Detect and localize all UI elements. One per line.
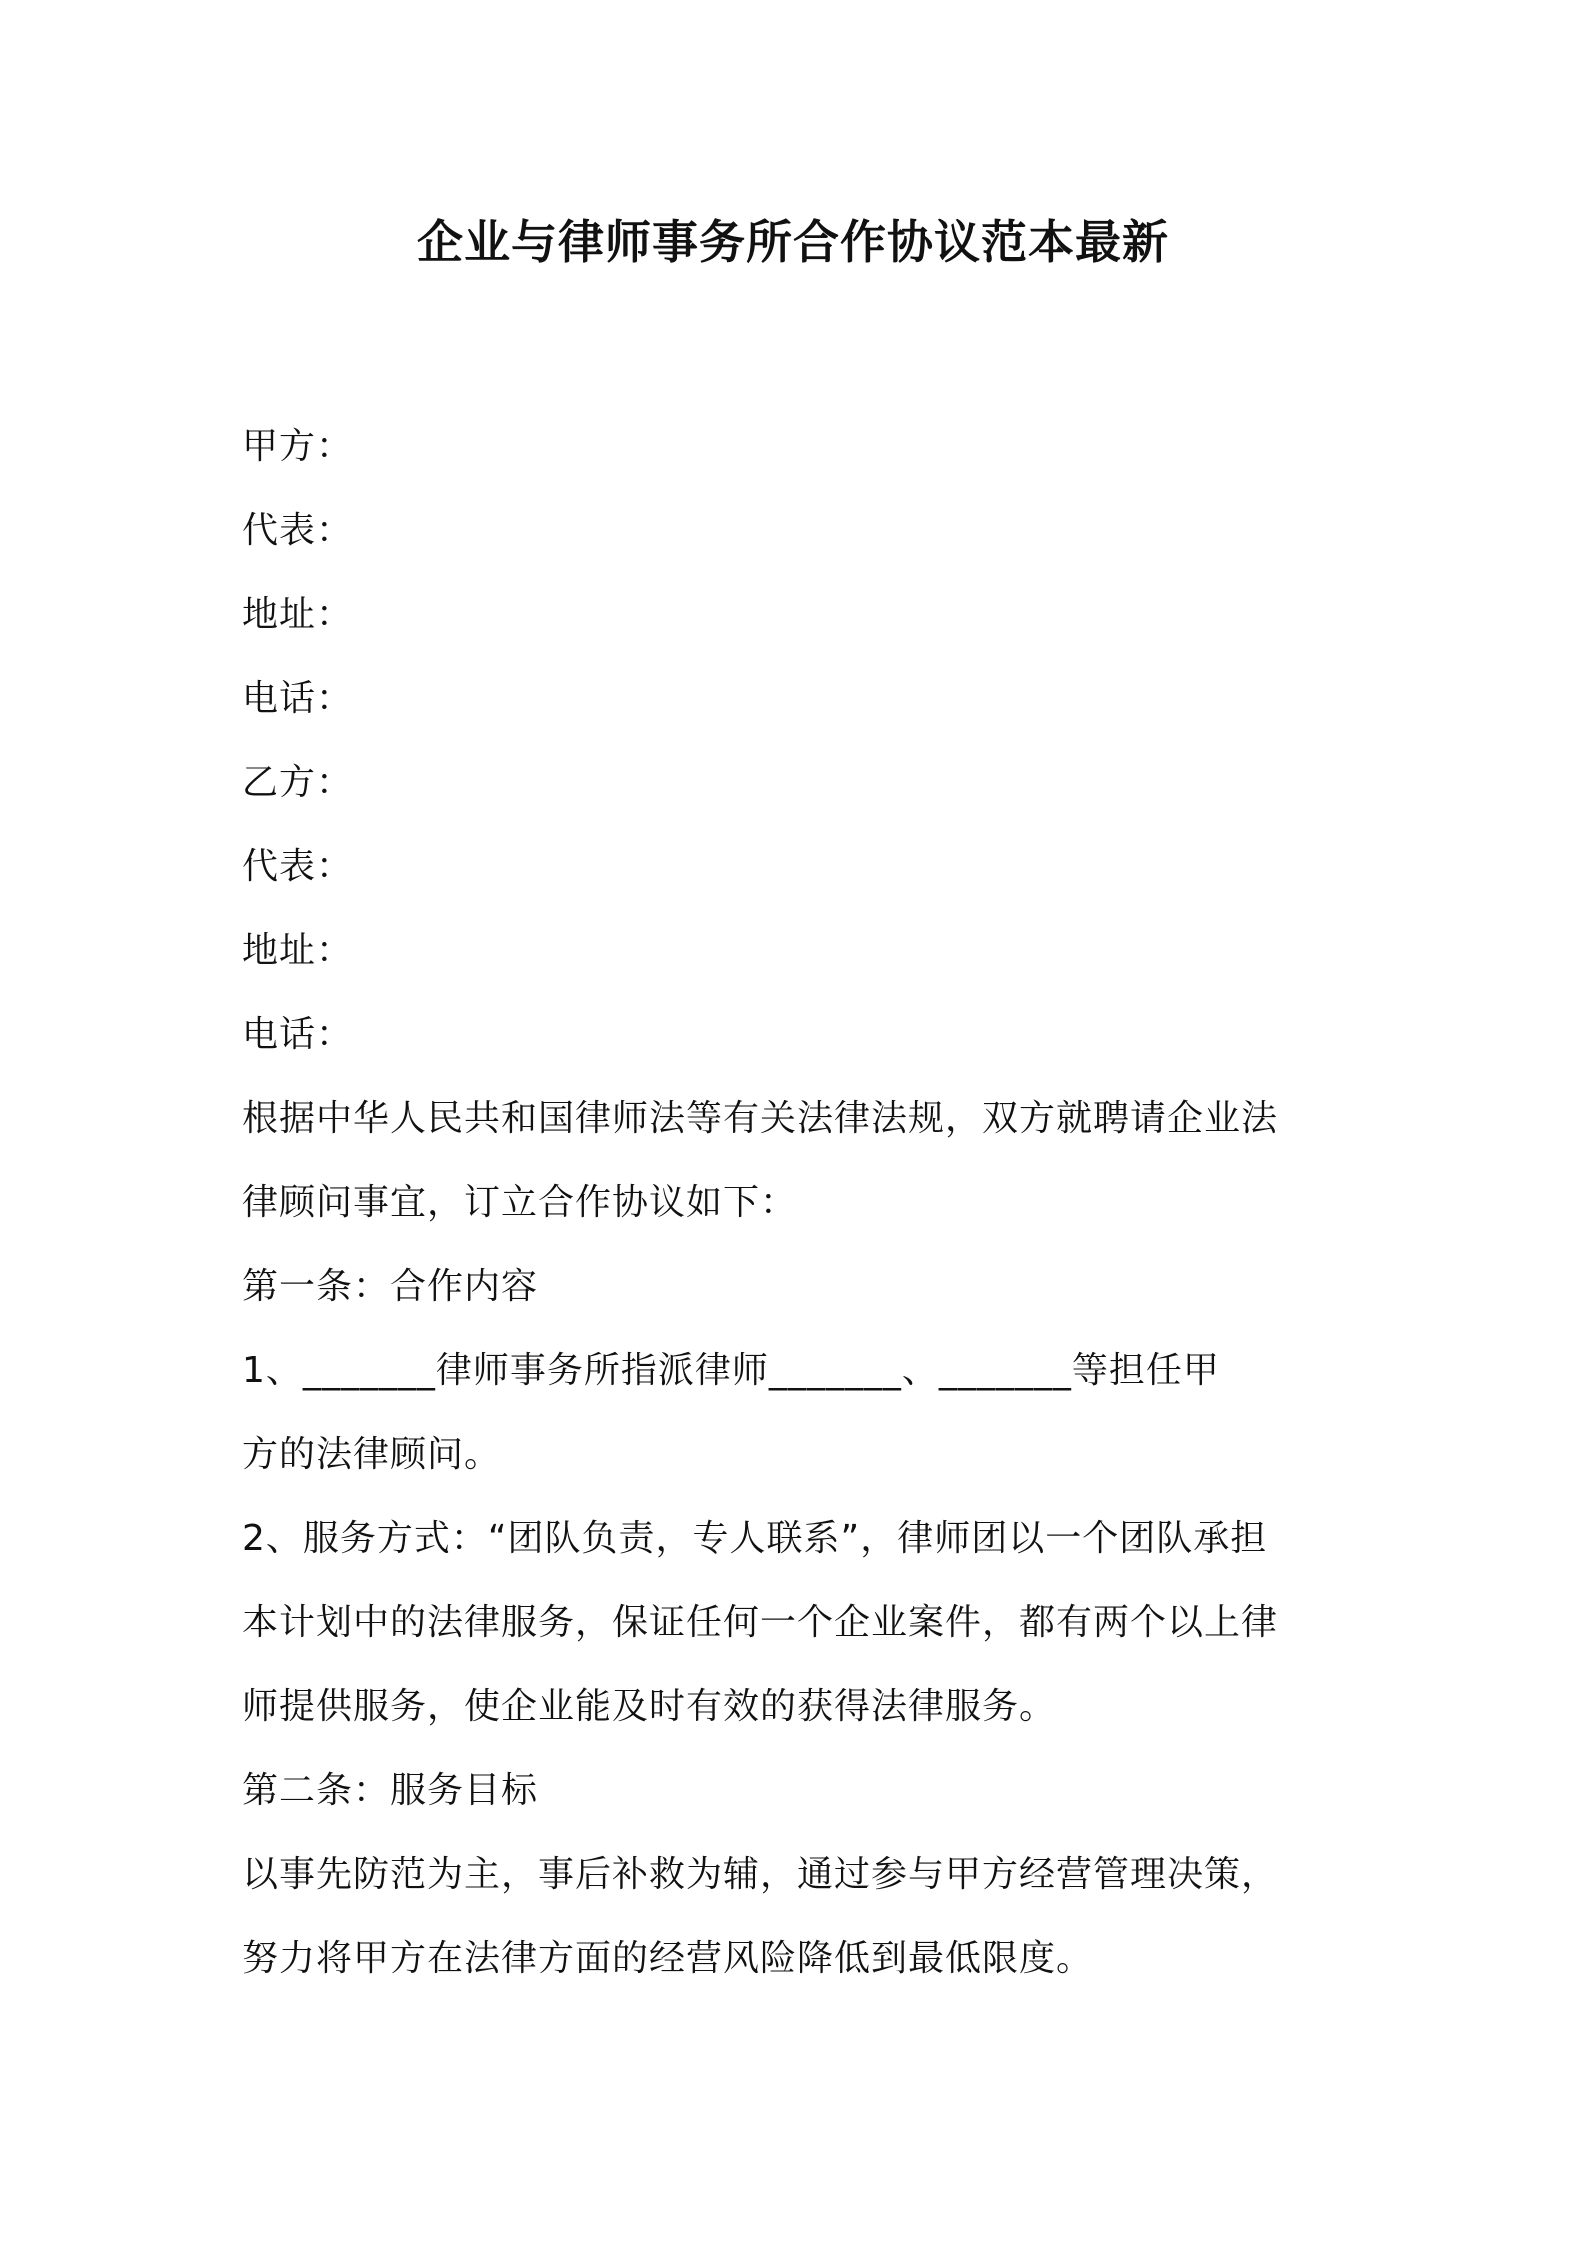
- article-two-body-line-2: 努力将甲方在法律方面的经营风险降低到最低限度。: [242, 1938, 1094, 1979]
- article-two-heading: 第二条：服务目标: [242, 1770, 539, 1811]
- preamble-line-2: 律顾问事宜，订立合作协议如下：: [242, 1182, 798, 1223]
- preamble-line-1: 根据中华人民共和国律师法等有关法律法规，双方就聘请企业法: [242, 1098, 1279, 1139]
- party-a-representative-label: 代表：: [242, 510, 354, 551]
- party-b-address-label: 地址：: [242, 930, 354, 971]
- article-one-item-1-line-2: 方的法律顾问。: [242, 1434, 502, 1475]
- party-b-phone-label: 电话：: [242, 1014, 354, 1055]
- article-one-item-1-line-1: 1、_______律师事务所指派律师_______、_______等担任甲: [242, 1350, 1220, 1391]
- party-a-address-label: 地址：: [242, 594, 354, 635]
- article-one-item-2-line-2: 本计划中的法律服务，保证任何一个企业案件，都有两个以上律: [242, 1602, 1279, 1643]
- party-b-representative-label: 代表：: [242, 846, 354, 887]
- article-one-item-2-line-1: 2、服务方式：“团队负责，专人联系”，律师团以一个团队承担: [242, 1518, 1268, 1559]
- party-b-label: 乙方：: [242, 762, 354, 803]
- party-a-label: 甲方：: [242, 426, 354, 467]
- document-title: 企业与律师事务所合作协议范本最新: [417, 215, 1169, 269]
- article-two-body-line-1: 以事先防范为主，事后补救为辅，通过参与甲方经营管理决策，: [242, 1854, 1279, 1895]
- party-a-phone-label: 电话：: [242, 678, 354, 719]
- document-body: [242, 405, 1362, 2001]
- article-one-heading: 第一条：合作内容: [242, 1266, 539, 1307]
- article-one-item-2-line-3: 师提供服务，使企业能及时有效的获得法律服务。: [242, 1686, 1057, 1727]
